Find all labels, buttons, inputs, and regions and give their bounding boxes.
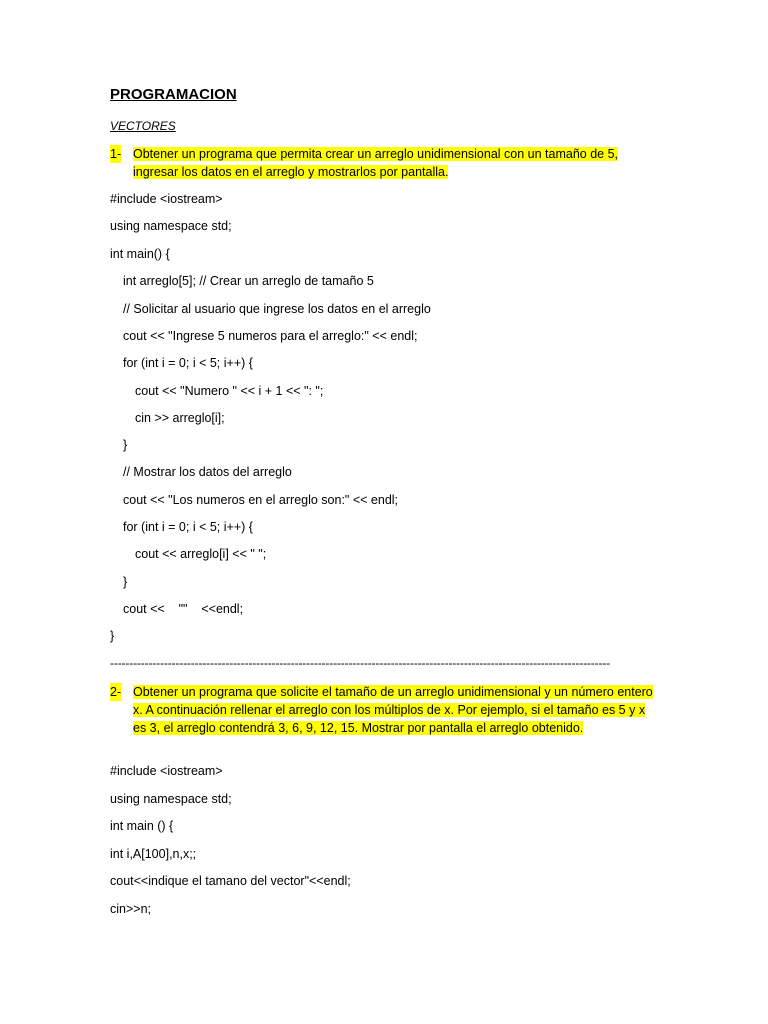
code-line: #include <iostream>: [110, 192, 223, 206]
task-1-number: 1-: [110, 147, 122, 161]
dashed-separator: ----------------------------------------------------------------------------------------------------------------------------------: [110, 656, 610, 670]
code-line: cout << "" <<endl;: [123, 602, 244, 616]
code-line: for (int i = 0; i < 5; i++) {: [123, 356, 253, 370]
task-2-number: 2-: [110, 685, 122, 699]
code-line: // Solicitar al usuario que ingrese los datos en el arreglo: [123, 302, 431, 316]
code-line: int i,A[100],n,x;;: [110, 847, 197, 861]
code-line: cout<<indique el tamano del vector"<<endl;: [110, 874, 351, 888]
code-line: int main () {: [110, 819, 174, 833]
code-line: cout << "Numero " << i + 1 << ": ";: [135, 384, 324, 398]
section-subtitle: VECTORES: [110, 119, 176, 133]
code-line: using namespace std;: [110, 219, 232, 233]
task-2-text: Obtener un programa que solicite el tamaño de un arreglo unidimensional y un número entero x. A continuación rellenar el arreglo con los múltiplos de x. Por ejemplo, si el tamaño es 5 y x es 3, el arreglo contendrá 3, 6, 9, 12, 15. Mostrar por pantalla el arreglo obtenido.: [133, 685, 653, 735]
code-line: }: [123, 438, 128, 452]
code-line: #include <iostream>: [110, 764, 223, 778]
code-line: int main() {: [110, 247, 170, 261]
code-line: cout << "Ingrese 5 numeros para el arreglo:" << endl;: [123, 329, 418, 343]
code-line: }: [110, 629, 115, 643]
task-2: [110, 683, 655, 737]
document-title: PROGRAMACION: [110, 86, 237, 103]
code-line: // Mostrar los datos del arreglo: [123, 465, 292, 479]
task-1-text: Obtener un programa que permita crear un arreglo unidimensional con un tamaño de 5, ingresar los datos en el arreglo y mostrarlos por pantalla.: [133, 147, 619, 179]
code-line: cin >> arreglo[i];: [135, 411, 225, 425]
code-line: int arreglo[5]; // Crear un arreglo de tamaño 5: [123, 274, 374, 288]
code-line: cout << "Los numeros en el arreglo son:" << endl;: [123, 493, 399, 507]
code-line: }: [123, 575, 128, 589]
code-line: cin>>n;: [110, 902, 152, 916]
code-line: using namespace std;: [110, 792, 232, 806]
code-line: for (int i = 0; i < 5; i++) {: [123, 520, 253, 534]
task-1: [110, 145, 655, 181]
code-line: cout << arreglo[i] << " ";: [135, 547, 267, 561]
